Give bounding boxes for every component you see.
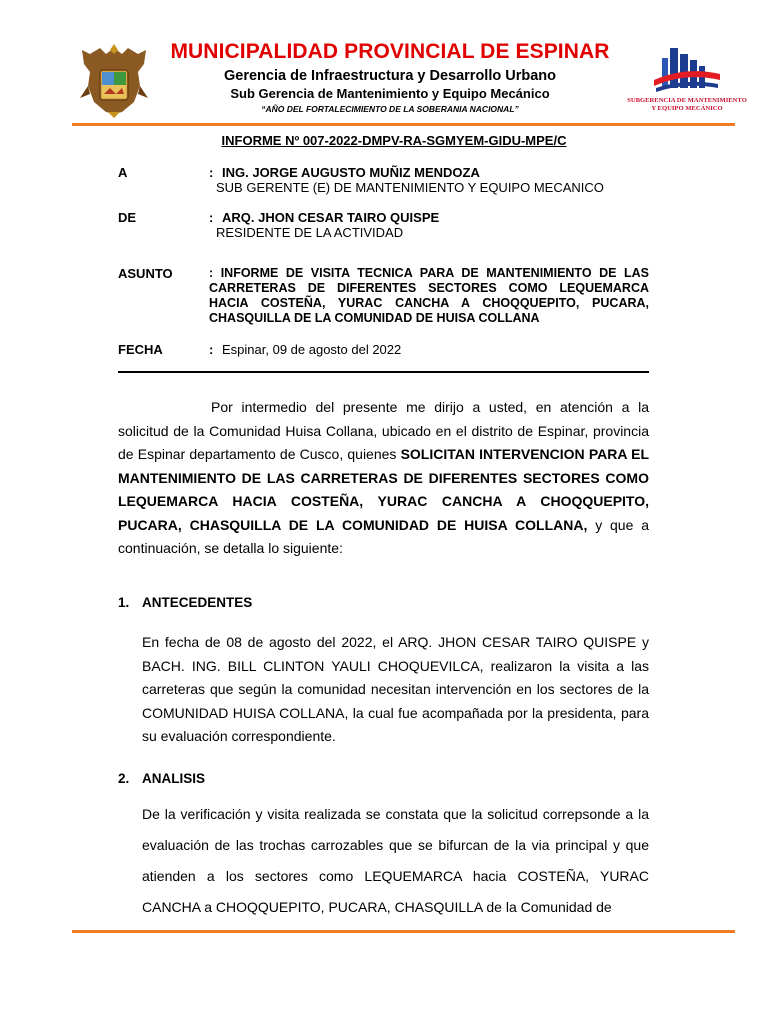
section-number: 2. (118, 771, 130, 786)
field-label-de: DE (118, 210, 137, 225)
logo-text-line2: Y EQUIPO MECÁNICO (651, 105, 723, 112)
intro-text-part2: y que a continuación, se detalla lo siguiente: (118, 516, 649, 556)
report-number: INFORME Nº 007-2022-DMPV-RA-SGMYEM-GIDU-MPE/C (221, 133, 567, 148)
field-label-asunto: ASUNTO (118, 266, 173, 281)
buildings-icon (654, 48, 720, 92)
analisis-paragraph: De la verificación y visita realizada se constata que la solicitud correpsonde a la evaluación de las trochas carrozables que se bifurcan de la via principal y que atienden a los sectores como LEQUEMARCA hacia COSTEÑA, YURAC CANCHA a CHOQQUEPITO, PUCARA, CHASQUILLA de la Comunidad de (142, 806, 649, 915)
date-value: Espinar, 09 de agosto del 2022 (222, 342, 402, 357)
footer-divider (72, 930, 735, 933)
department-subtitle: Gerencia de Infraestructura y Desarrollo Urbano (224, 68, 556, 84)
subject-text: : INFORME DE VISITA TECNICA PARA DE MANTENIMIENTO DE LAS CARRETERAS DE DIFERENTES SECTORES COMO LEQUEMARCA HACIA COSTEÑA, YURAC CANCHA A CHOQQUEPITO, PUCARA, CHASQUILLA DE LA COMUNIDAD DE HUISA COLLANA (209, 266, 649, 325)
field-colon-a: : (209, 165, 214, 180)
section-title: ANALISIS (142, 771, 206, 786)
subgerencia-logo (627, 44, 747, 116)
header-divider (72, 123, 735, 126)
sender-role: RESIDENTE DE LA ACTIVIDAD (216, 225, 404, 240)
recipient-name: ING. JORGE AUGUSTO MUÑIZ MENDOZA (222, 165, 480, 180)
subdepartment-subtitle: Sub Gerencia de Mantenimiento y Equipo Mecánico (230, 86, 550, 101)
header-fields-divider (118, 371, 649, 373)
section-heading-analisis (118, 771, 205, 786)
logo-text-line1: SUBGERENCIA DE MANTENIMIENTO (627, 97, 747, 104)
year-motto: “AÑO DEL FORTALECIMIENTO DE LA SOBERANIA NACIONAL” (261, 104, 519, 114)
sender-name: ARQ. JHON CESAR TAIRO QUISPE (222, 210, 440, 225)
field-label-a: A (118, 165, 128, 180)
recipient-role: SUB GERENTE (E) DE MANTENIMIENTO Y EQUIPO MECANICO (216, 180, 604, 195)
section-number: 1. (118, 595, 130, 610)
section-title: ANTECEDENTES (142, 595, 253, 610)
section-heading-antecedentes (118, 595, 252, 610)
field-label-fecha: FECHA (118, 342, 163, 357)
intro-text-bold: SOLICITAN INTERVENCION PARA EL MANTENIMIENTO DE LAS CARRETERAS DE DIFERENTES SECTORES COMO LEQUEMARCA HACIA COSTEÑA, YURAC CANCHA A CHOQQUEPITO, PUCARA, CHASQUILLA DE LA COMUNIDAD DE HUISA COLLANA, (118, 446, 649, 533)
municipality-title: MUNICIPALIDAD PROVINCIAL DE ESPINAR (170, 40, 610, 63)
antecedentes-paragraph: En fecha de 08 de agosto del 2022, el ARQ. JHON CESAR TAIRO QUISPE y BACH. ING. BILL CLINTON YAULI CHOQUEVILCA, realizaron la visita a las carreteras que según la comunidad necesitan intervención en los sectores de la COMUNIDAD HUISA COLLANA, la cual fue acompañada por la presidenta, para su evaluación correspondiente. (142, 634, 649, 744)
field-colon-de: : (209, 210, 214, 225)
intro-paragraph (118, 396, 649, 561)
field-colon-fecha: : (209, 342, 214, 357)
intro-text-part1: Por intermedio del presente me dirijo a usted, en atención a la solicitud de la Comunidad Huisa Collana, ubicado en el distrito de Espinar, provincia de Espinar departamento de Cusco, quienes (118, 399, 649, 462)
municipal-crest-icon (78, 42, 150, 118)
